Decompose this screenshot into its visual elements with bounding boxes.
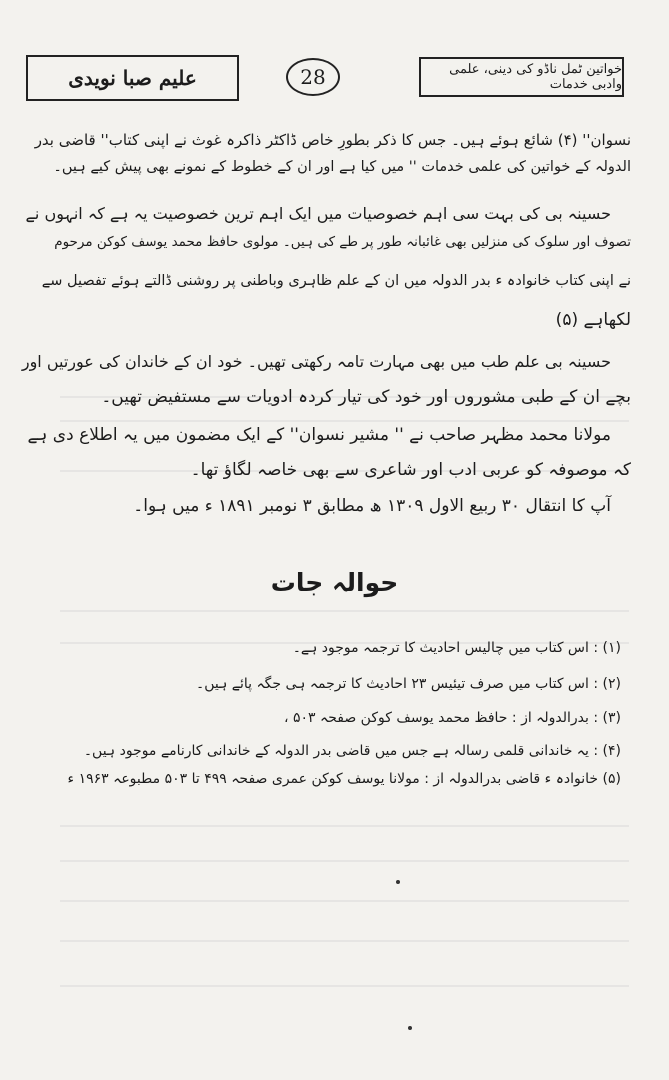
reference-item: (۳) : بدرالدولہ از : حافظ محمد یوسف کوکن صفحہ ۵۰۳ ،: [284, 710, 621, 726]
book-title-box: [419, 57, 624, 97]
bleed-through-mark: [60, 940, 629, 942]
references-heading: حوالہ جات: [270, 568, 399, 597]
bleed-through-mark: [60, 860, 629, 862]
ink-dot: [408, 1026, 412, 1030]
body-line: آپ کا انتقال ۳۰ ربیع الاول ۱۳۰۹ ھ مطابق ۳ نومبر ۱۸۹۱ ء میں ہوا۔: [133, 496, 611, 516]
body-line: حسینہ بی کی بہت سی اہم خصوصیات میں ایک اہم ترین خصوصیت یہ ہے کہ انہوں نے: [25, 204, 611, 223]
body-line: تصوف اور سلوک کی منزلیں بھی غائبانہ طور پر طے کی ہیں۔ مولوی حافظ محمد یوسف کوکن مرحوم: [54, 234, 631, 250]
ink-dot: [396, 880, 400, 884]
bleed-through-mark: [60, 985, 629, 987]
body-line: حسینہ بی علم طب میں بھی مہارت تامہ رکھتی تھیں۔ خود ان کے خاندان کی عورتیں اور: [21, 352, 611, 371]
body-line: بچے ان کے طبی مشوروں اور خود کی تیار کردہ ادویات سے مستفیض تھیں۔: [101, 387, 631, 407]
body-line: الدولہ کے خواتین کی علمی خدمات '' میں کیا ہے اور ان کے خطوط کے نمونے بھی پیش کیے ہیں۔: [53, 159, 631, 175]
reference-item: (۲) : اس کتاب میں صرف تیئیس ۲۳ احادیث کا ترجمہ ہی جگہ پائے ہیں۔: [196, 676, 621, 692]
page-number-badge: [286, 58, 340, 96]
reference-item: (۴) : یہ خاندانی قلمی رسالہ ہے جس میں قاضی بدر الدولہ کے خاندانی کارنامے موجود ہیں۔: [83, 743, 621, 759]
bleed-through-mark: [60, 420, 629, 422]
book-title: خواتین ٹمل ناڈو کی دینی، علمی وادبی خدمات: [449, 62, 622, 92]
body-line: نسوان'' (۴) شائع ہوئے ہیں۔ جس کا ذکر بطورِ خاص ڈاکٹر ذاکرہ غوث نے اپنی کتاب'' قاضی بدر: [34, 131, 631, 149]
body-line: کہ موصوفہ کو عربی ادب اور شاعری سے بھی خاصہ لگاؤ تھا۔: [190, 460, 631, 480]
author-name: علیم صبا نویدی: [68, 66, 197, 90]
body-line: مولانا محمد مظہر صاحب نے '' مشیر نسوان'' کے ایک مضمون میں یہ اطلاع دی ہے: [27, 425, 611, 445]
reference-item: (۱) : اس کتاب میں چالیس احادیث کا ترجمہ موجود ہے۔: [292, 640, 621, 656]
bleed-through-mark: [60, 900, 629, 902]
bleed-through-mark: [60, 825, 629, 827]
body-line: نے اپنی کتاب خانوادہ ء بدر الدولہ میں ان کے علم ظاہری وباطنی پر روشنی ڈالتے ہوئے تفصیل سے: [41, 273, 631, 289]
page-number: 28: [300, 65, 326, 89]
bleed-through-mark: [60, 610, 629, 612]
reference-item: (۵) خانوادہ ء قاضی بدرالدولہ از : مولانا یوسف کوکن عمری صفحہ ۴۹۹ تا ۵۰۳ مطبوعہ ۱۹۶۳ ء: [67, 771, 621, 787]
author-name-box: [26, 55, 239, 101]
body-line: لکھاہے (۵): [555, 310, 631, 330]
